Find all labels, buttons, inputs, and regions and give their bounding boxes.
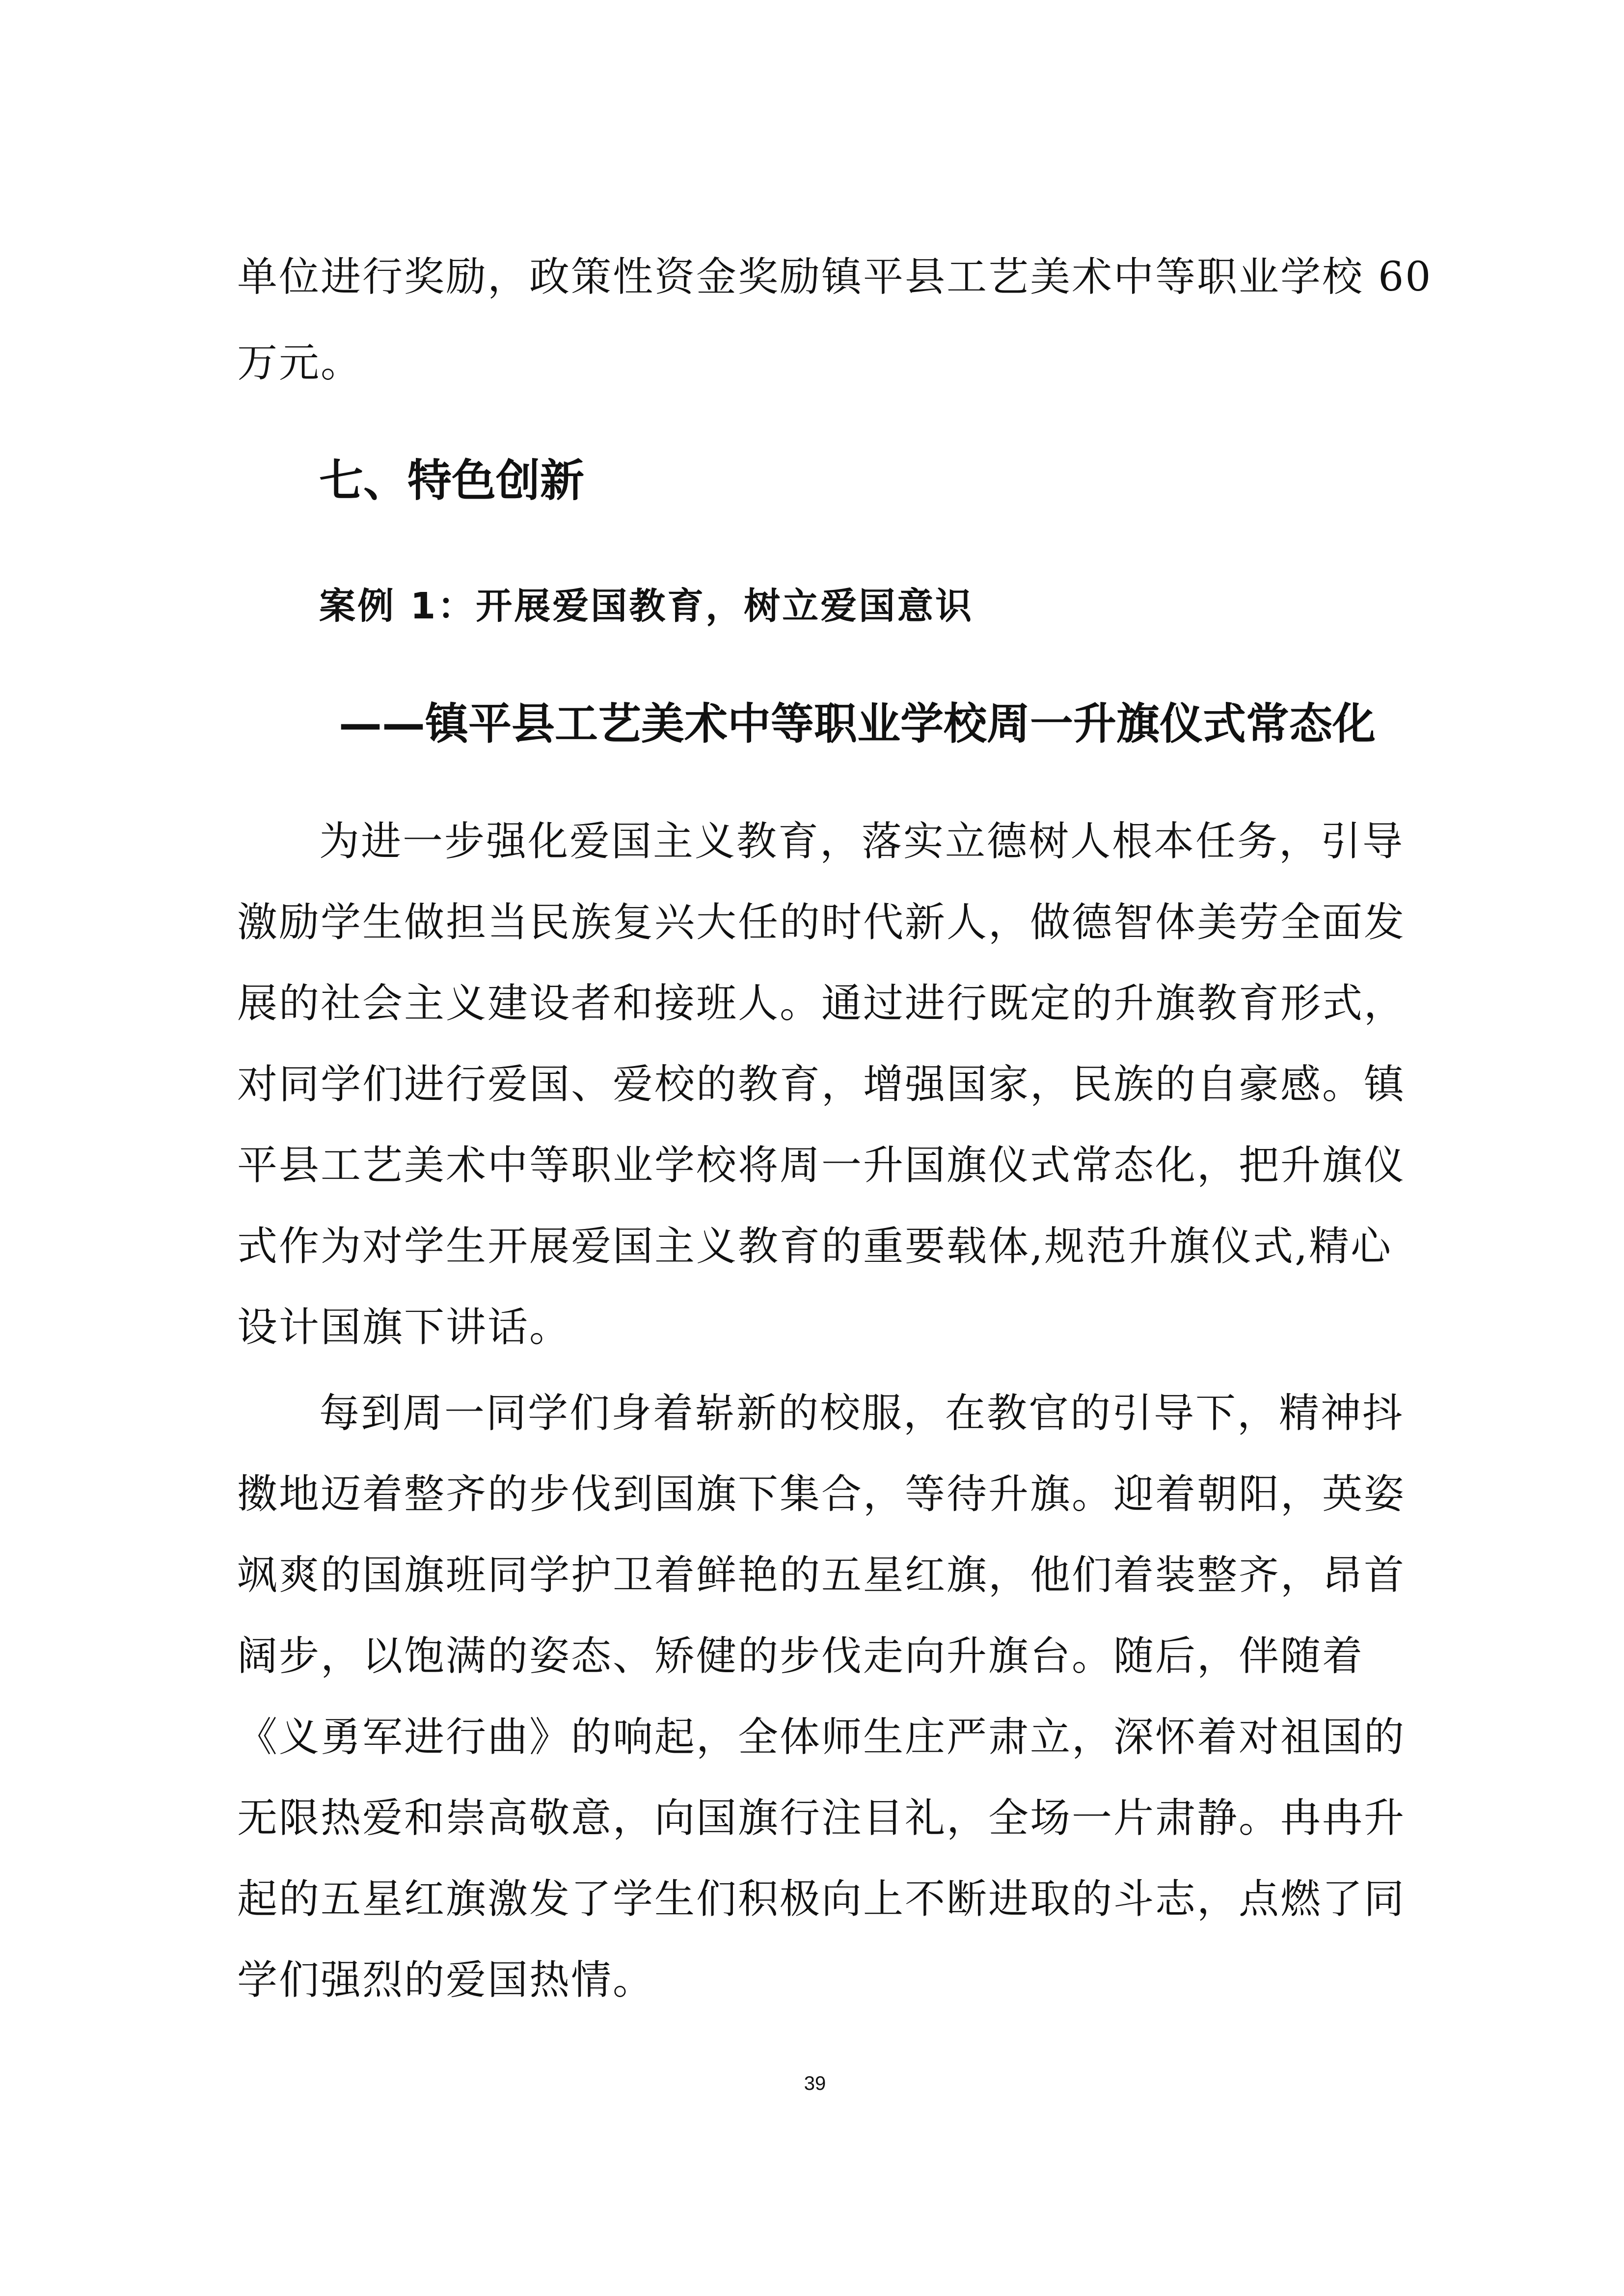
intro-line: 单位进行奖励，政策性资金奖励镇平县工艺美术中等职业学校 60 (237, 254, 1433, 300)
paragraph-line: 对同学们进行爱国、爱校的教育，增强国家，民族的自豪感。镇 (237, 1061, 1406, 1108)
paragraph-line: 无限热爱和崇高敬意，向国旗行注目礼，全场一片肃静。冉冉升 (237, 1795, 1406, 1842)
paragraph-line: 阔步，以饱满的姿态、矫健的步伐走向升旗台。随后，伴随着 (237, 1633, 1364, 1680)
paragraph-line: 式作为对学生开展爱国主义教育的重要载体,规范升旗仪式,精心 (237, 1223, 1393, 1270)
paragraph-line: 《义勇军进行曲》的响起，全体师生庄严肃立，深怀着对祖国的 (237, 1714, 1406, 1761)
case-title: 案例 1：开展爱国教育，树立爱国意识 (319, 585, 974, 627)
case-subtitle: ——镇平县工艺美术中等职业学校周一升旗仪式常态化 (339, 698, 1376, 749)
paragraph-line: 学们强烈的爱国热情。 (237, 1957, 655, 2003)
paragraph-line: 为进一步强化爱国主义教育，落实立德树人根本任务，引导 (319, 818, 1405, 865)
paragraph-line: 设计国旗下讲话。 (237, 1304, 571, 1351)
paragraph-line: 激励学生做担当民族复兴大任的时代新人，做德智体美劳全面发 (237, 899, 1406, 946)
intro-line: 万元。 (237, 340, 363, 386)
paragraph-line: 展的社会主义建设者和接班人。通过进行既定的升旗教育形式， (237, 980, 1406, 1027)
section-heading: 七、特色创新 (319, 455, 584, 507)
paragraph-line: 起的五星红旗激发了学生们积极向上不断进取的斗志，点燃了同 (237, 1876, 1406, 1922)
paragraph-line: 飒爽的国旗班同学护卫着鲜艳的五星红旗，他们着装整齐，昂首 (237, 1552, 1406, 1599)
page-number: 39 (804, 2073, 826, 2094)
paragraph-line: 擞地迈着整齐的步伐到国旗下集合，等待升旗。迎着朝阳，英姿 (237, 1471, 1406, 1518)
paragraph-line: 每到周一同学们身着崭新的校服，在教官的引导下，精神抖 (319, 1390, 1405, 1437)
paragraph-line: 平县工艺美术中等职业学校将周一升国旗仪式常态化，把升旗仪 (237, 1142, 1406, 1189)
